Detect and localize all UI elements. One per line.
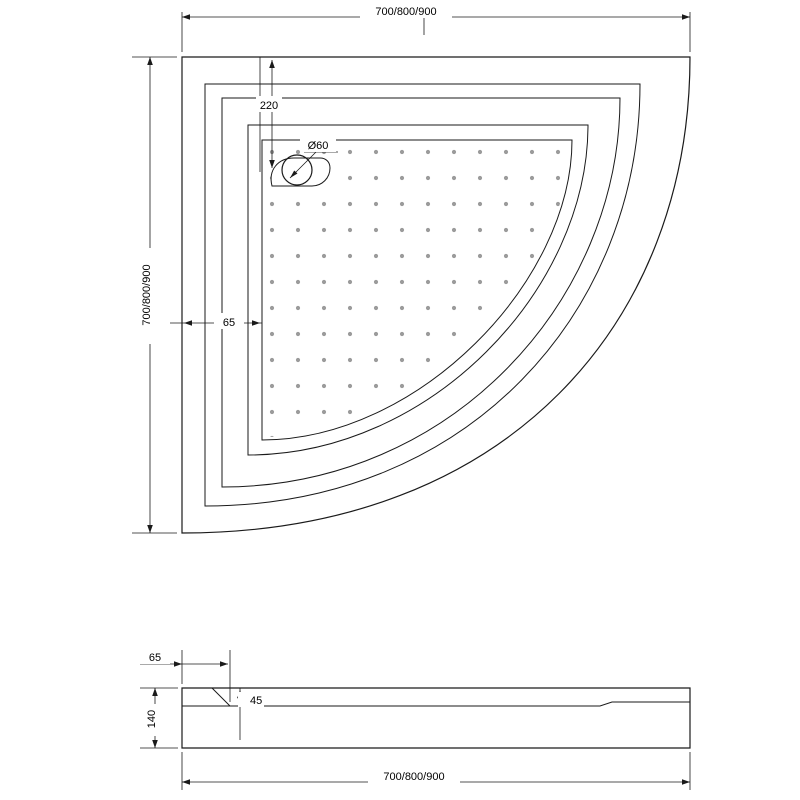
dim-side-length-label: 700/800/900 [383, 771, 445, 783]
dim-inner-depth-label: 45 [250, 695, 263, 707]
dim-top-width [182, 4, 690, 52]
dim-drain-diameter-label: Ø60 [307, 140, 329, 152]
dim-left-height [132, 57, 177, 533]
dim-total-height-label: 140 [146, 709, 158, 729]
dim-top-width-label: 700/800/900 [375, 6, 437, 18]
dim-rim-width-top-label: 65 [222, 317, 236, 329]
top-view-group [132, 4, 690, 533]
side-view-group [140, 648, 690, 790]
dim-total-height [140, 688, 178, 748]
dim-left-height-label: 700/800/900 [141, 264, 153, 326]
tray-outer-outline [182, 57, 690, 533]
dim-drain-offset-label: 220 [259, 100, 279, 112]
dim-side-length [182, 752, 690, 790]
dim-rim-side-label: 65 [148, 652, 162, 664]
